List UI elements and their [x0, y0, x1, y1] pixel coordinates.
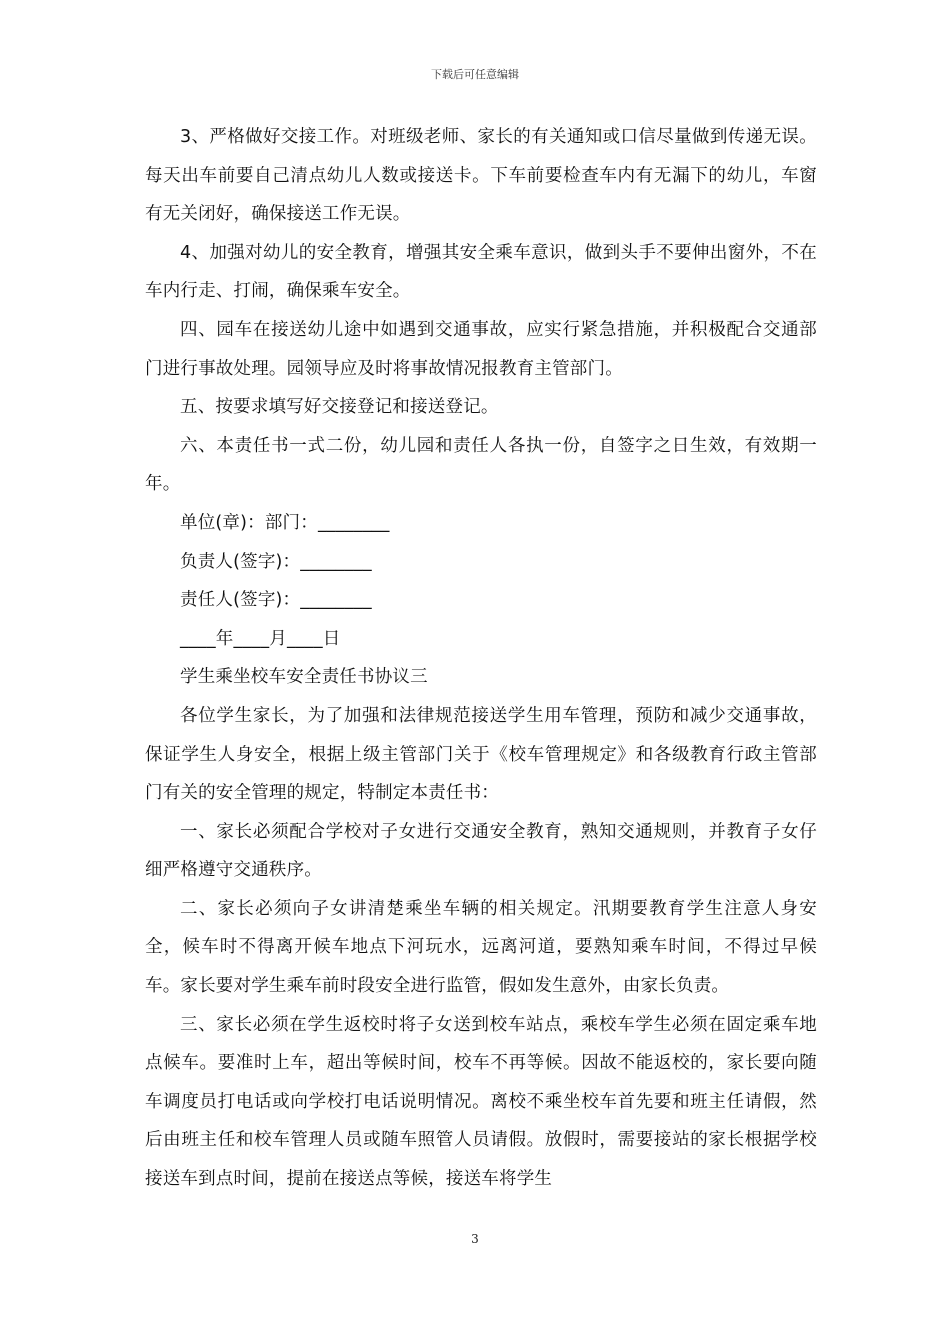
- signature-responsible: 责任人(签字)：________: [180, 590, 372, 611]
- page-header: 下载后可任意编辑: [431, 68, 519, 81]
- paragraph-safety-education: 4、加强对幼儿的安全教育，增强其安全乘车意识，做到头手不要伸出窗外，不在车内行走、打闹，确保乘车安全。: [145, 242, 817, 302]
- paragraph-item-three: 三、家长必须在学生返校时将子女送到校车站点，乘校车学生必须在固定乘车地点候车。要准时上车，超出等候时间，校车不再等候。因故不能返校的，家长要向随车调度员打电话或向学校打电话说明情况。离校不乘坐校车首先要和班主任请假，然后由班主任和校车管理人员或随车照管人员请假。放假时，需要接站的家长根据学校接送车到点时间，提前在接送点等候，接送车将学生: [145, 1014, 817, 1190]
- paragraph-handover: 3、严格做好交接工作。对班级老师、家长的有关通知或口信尽量做到传递无误。每天出车前要自己清点幼儿人数或接送卡。下车前要检查车内有无漏下的幼儿，车窗有无关闭好，确保接送工作无误。: [145, 127, 817, 225]
- signature-unit: 单位(章)：部门：________: [180, 512, 390, 533]
- document-body: [145, 118, 817, 1199]
- paragraph-intro: 各位学生家长，为了加强和法律规范接送学生用车管理，预防和减少交通事故，保证学生人身安全，根据上级主管部门关于《校车管理规定》和各级教育行政主管部门有关的安全管理的规定，特制定本责任书：: [145, 705, 817, 804]
- section-title: 学生乘坐校车安全责任书协议三: [180, 667, 428, 688]
- signature-head: 负责人(签字)：________: [180, 551, 372, 572]
- paragraph-item-two: 二、家长必须向子女讲清楚乘坐车辆的相关规定。汛期要教育学生注意人身安全，候车时不得离开候车地点下河玩水，远离河道，要熟知乘车时间，不得过早候车。家长要对学生乘车前时段安全进行监管，假如发生意外，由家长负责。: [145, 898, 817, 997]
- date-line: ____年____月____日: [180, 628, 341, 649]
- paragraph-item-one: 一、家长必须配合学校对子女进行交通安全教育，熟知交通规则，并教育子女仔细严格遵守交通秩序。: [145, 821, 817, 881]
- paragraph-accident: 四、园车在接送幼儿途中如遇到交通事故，应实行紧急措施，并积极配合交通部门进行事故处理。园领导应及时将事故情况报教育主管部门。: [145, 319, 817, 379]
- paragraph-validity: 六、本责任书一式二份，幼儿园和责任人各执一份，自签字之日生效，有效期一年。: [145, 435, 817, 495]
- page-number: 3: [471, 1232, 479, 1246]
- paragraph-registration: 五、按要求填写好交接登记和接送登记。: [180, 397, 499, 418]
